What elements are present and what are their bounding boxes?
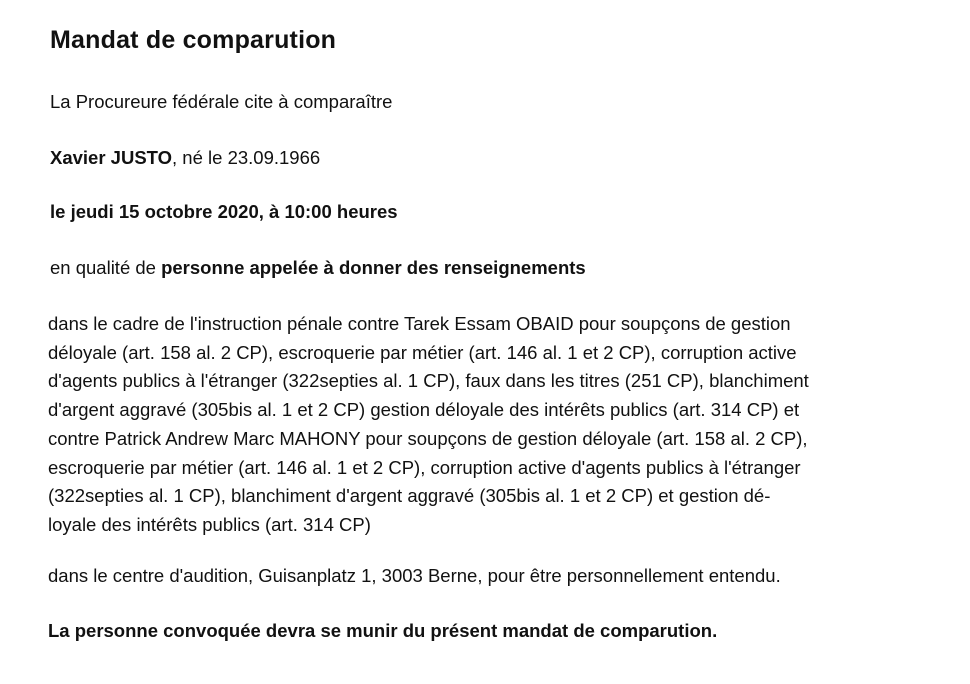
person-line (50, 147, 320, 169)
person-birth: , né le 23.09.1966 (172, 147, 321, 168)
closing-line: La personne convoquée devra se munir du présent mandat de comparution. (48, 620, 718, 641)
intro-line: La Procureure fédérale cite à comparaître (50, 91, 393, 112)
context-line: déloyale (art. 158 al. 2 CP), escroquerie par métier (art. 146 al. 1 et 2 CP), corruption active (48, 341, 797, 363)
context-paragraph (48, 310, 948, 540)
context-line: (322septies al. 1 CP), blanchiment d'argent aggravé (305bis al. 1 et 2 CP) et gestion dé- (48, 485, 771, 507)
context-line: contre Patrick Andrew Marc MAHONY pour soupçons de gestion déloyale (art. 158 al. 2 CP), (48, 427, 808, 449)
document-title: Mandat de comparution (50, 26, 337, 54)
context-line: d'agents publics à l'étranger (322septies al. 1 CP), faux dans les titres (251 CP), blanchiment (48, 370, 809, 392)
context-line: loyale des intérêts publics (art. 314 CP) (48, 513, 371, 535)
capacity-prefix: en qualité de (50, 257, 162, 278)
context-line: escroquerie par métier (art. 146 al. 1 et 2 CP), corruption active d'agents publics à l'étranger (48, 456, 801, 478)
date-line: le jeudi 15 octobre 2020, à 10:00 heures (50, 201, 398, 222)
context-line: dans le cadre de l'instruction pénale contre Tarek Essam OBAID pour soupçons de gestion (48, 313, 791, 334)
context-line: d'argent aggravé (305bis al. 1 et 2 CP) gestion déloyale des intérêts publics (art. 314 CP) et (48, 399, 800, 421)
person-name: Xavier JUSTO (50, 147, 173, 168)
capacity-role: personne appelée à donner des renseignements (161, 257, 586, 278)
capacity-line (50, 257, 586, 279)
location-line: dans le centre d'audition, Guisanplatz 1, 3003 Berne, pour être personnellement entendu. (48, 565, 781, 586)
